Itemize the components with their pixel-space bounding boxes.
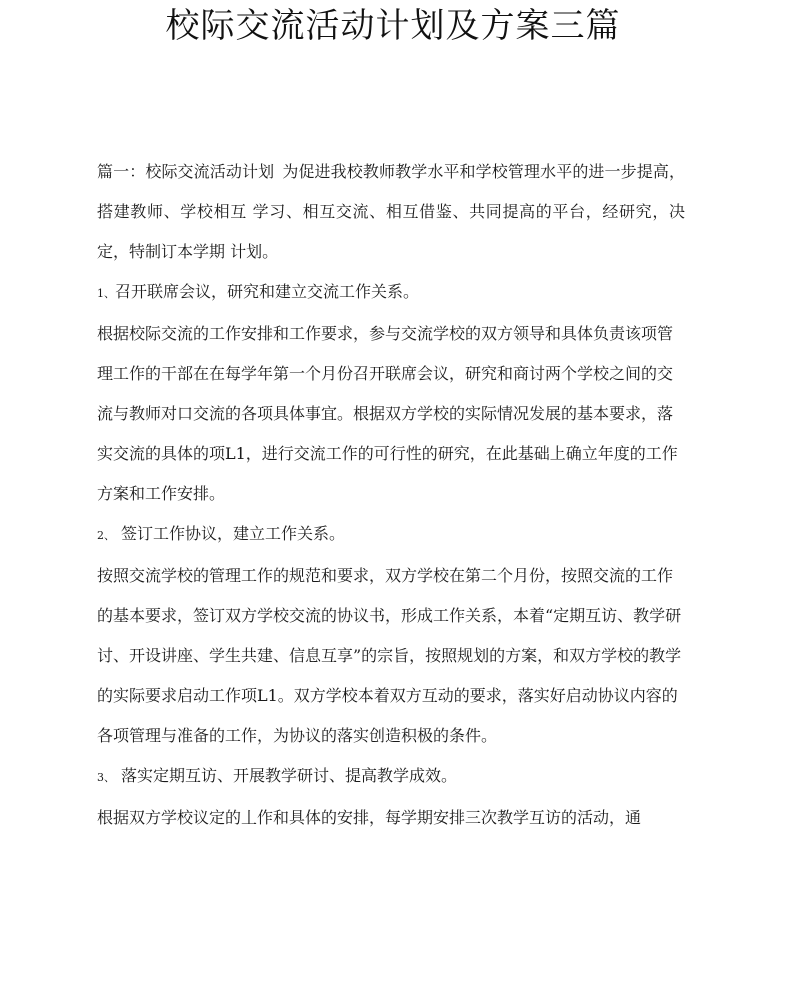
- section-2-heading: [97, 514, 685, 556]
- intro-heading: 篇一：校际交流活动计划: [97, 162, 275, 181]
- section-3-body: 根据双方学校议定的丄作和具体的安排，每学期安排三次教学互访的活动，通: [97, 808, 642, 827]
- intro-text: 为促进我校教师教学水平和学校管理水平的进一步提高，搭建教师、学校相互 学习、相互交流、相互借鉴、共同提高的平台，经研究，决定，特制订本学期 计划。: [97, 162, 685, 261]
- section-2-heading-text: 签订工作协议，建立工作关系。: [121, 524, 346, 543]
- section-3-heading: [97, 756, 685, 798]
- section-2-body: 按照交流学校的管理工作的规范和要求，双方学校在第二个月份，按照交流的工作的基本要求，签订双方学校交流的协议书，形成工作关系，本着“定期互访、教学研讨、开设讲座、学生共建、信息互享”的宗旨，按照规划的方案，和双方学校的教学的实际要求启动工作项L1。双方学校本着双方互动的要求，落实好启动协议内容的各项管理与准备的工作，为协议的落实创造积极的条件。: [97, 566, 682, 745]
- section-1-body: 根据校际交流的工作安排和工作要求，参与交流学校的双方领导和具体负责该项管理工作的干部在在每学年第一个月份召开联席会议，研究和商讨两个学校之间的交流与教师对口交流的各项具体事宜。根据双方学校的实际情况发展的基本要求，落实交流的具体的项L1，进行交流工作的可行性的研究，在此基础上确立年度的工作方案和工作安排。: [97, 324, 678, 503]
- intro-paragraph: [97, 152, 685, 272]
- section-3-number: 3、: [97, 771, 115, 784]
- document-title: 校际交流活动计划及方案三篇: [165, 6, 621, 46]
- document-body: [97, 152, 685, 838]
- section-3-heading-text: 落实定期互访、开展教学研讨、提高教学成效。: [121, 766, 458, 785]
- section-1-heading-text: 召开联席会议，研究和建立交流工作关系。: [115, 282, 420, 301]
- section-1-heading: [97, 272, 685, 314]
- section-1-number: 1、: [97, 287, 115, 300]
- section-2-number: 2、: [97, 529, 115, 542]
